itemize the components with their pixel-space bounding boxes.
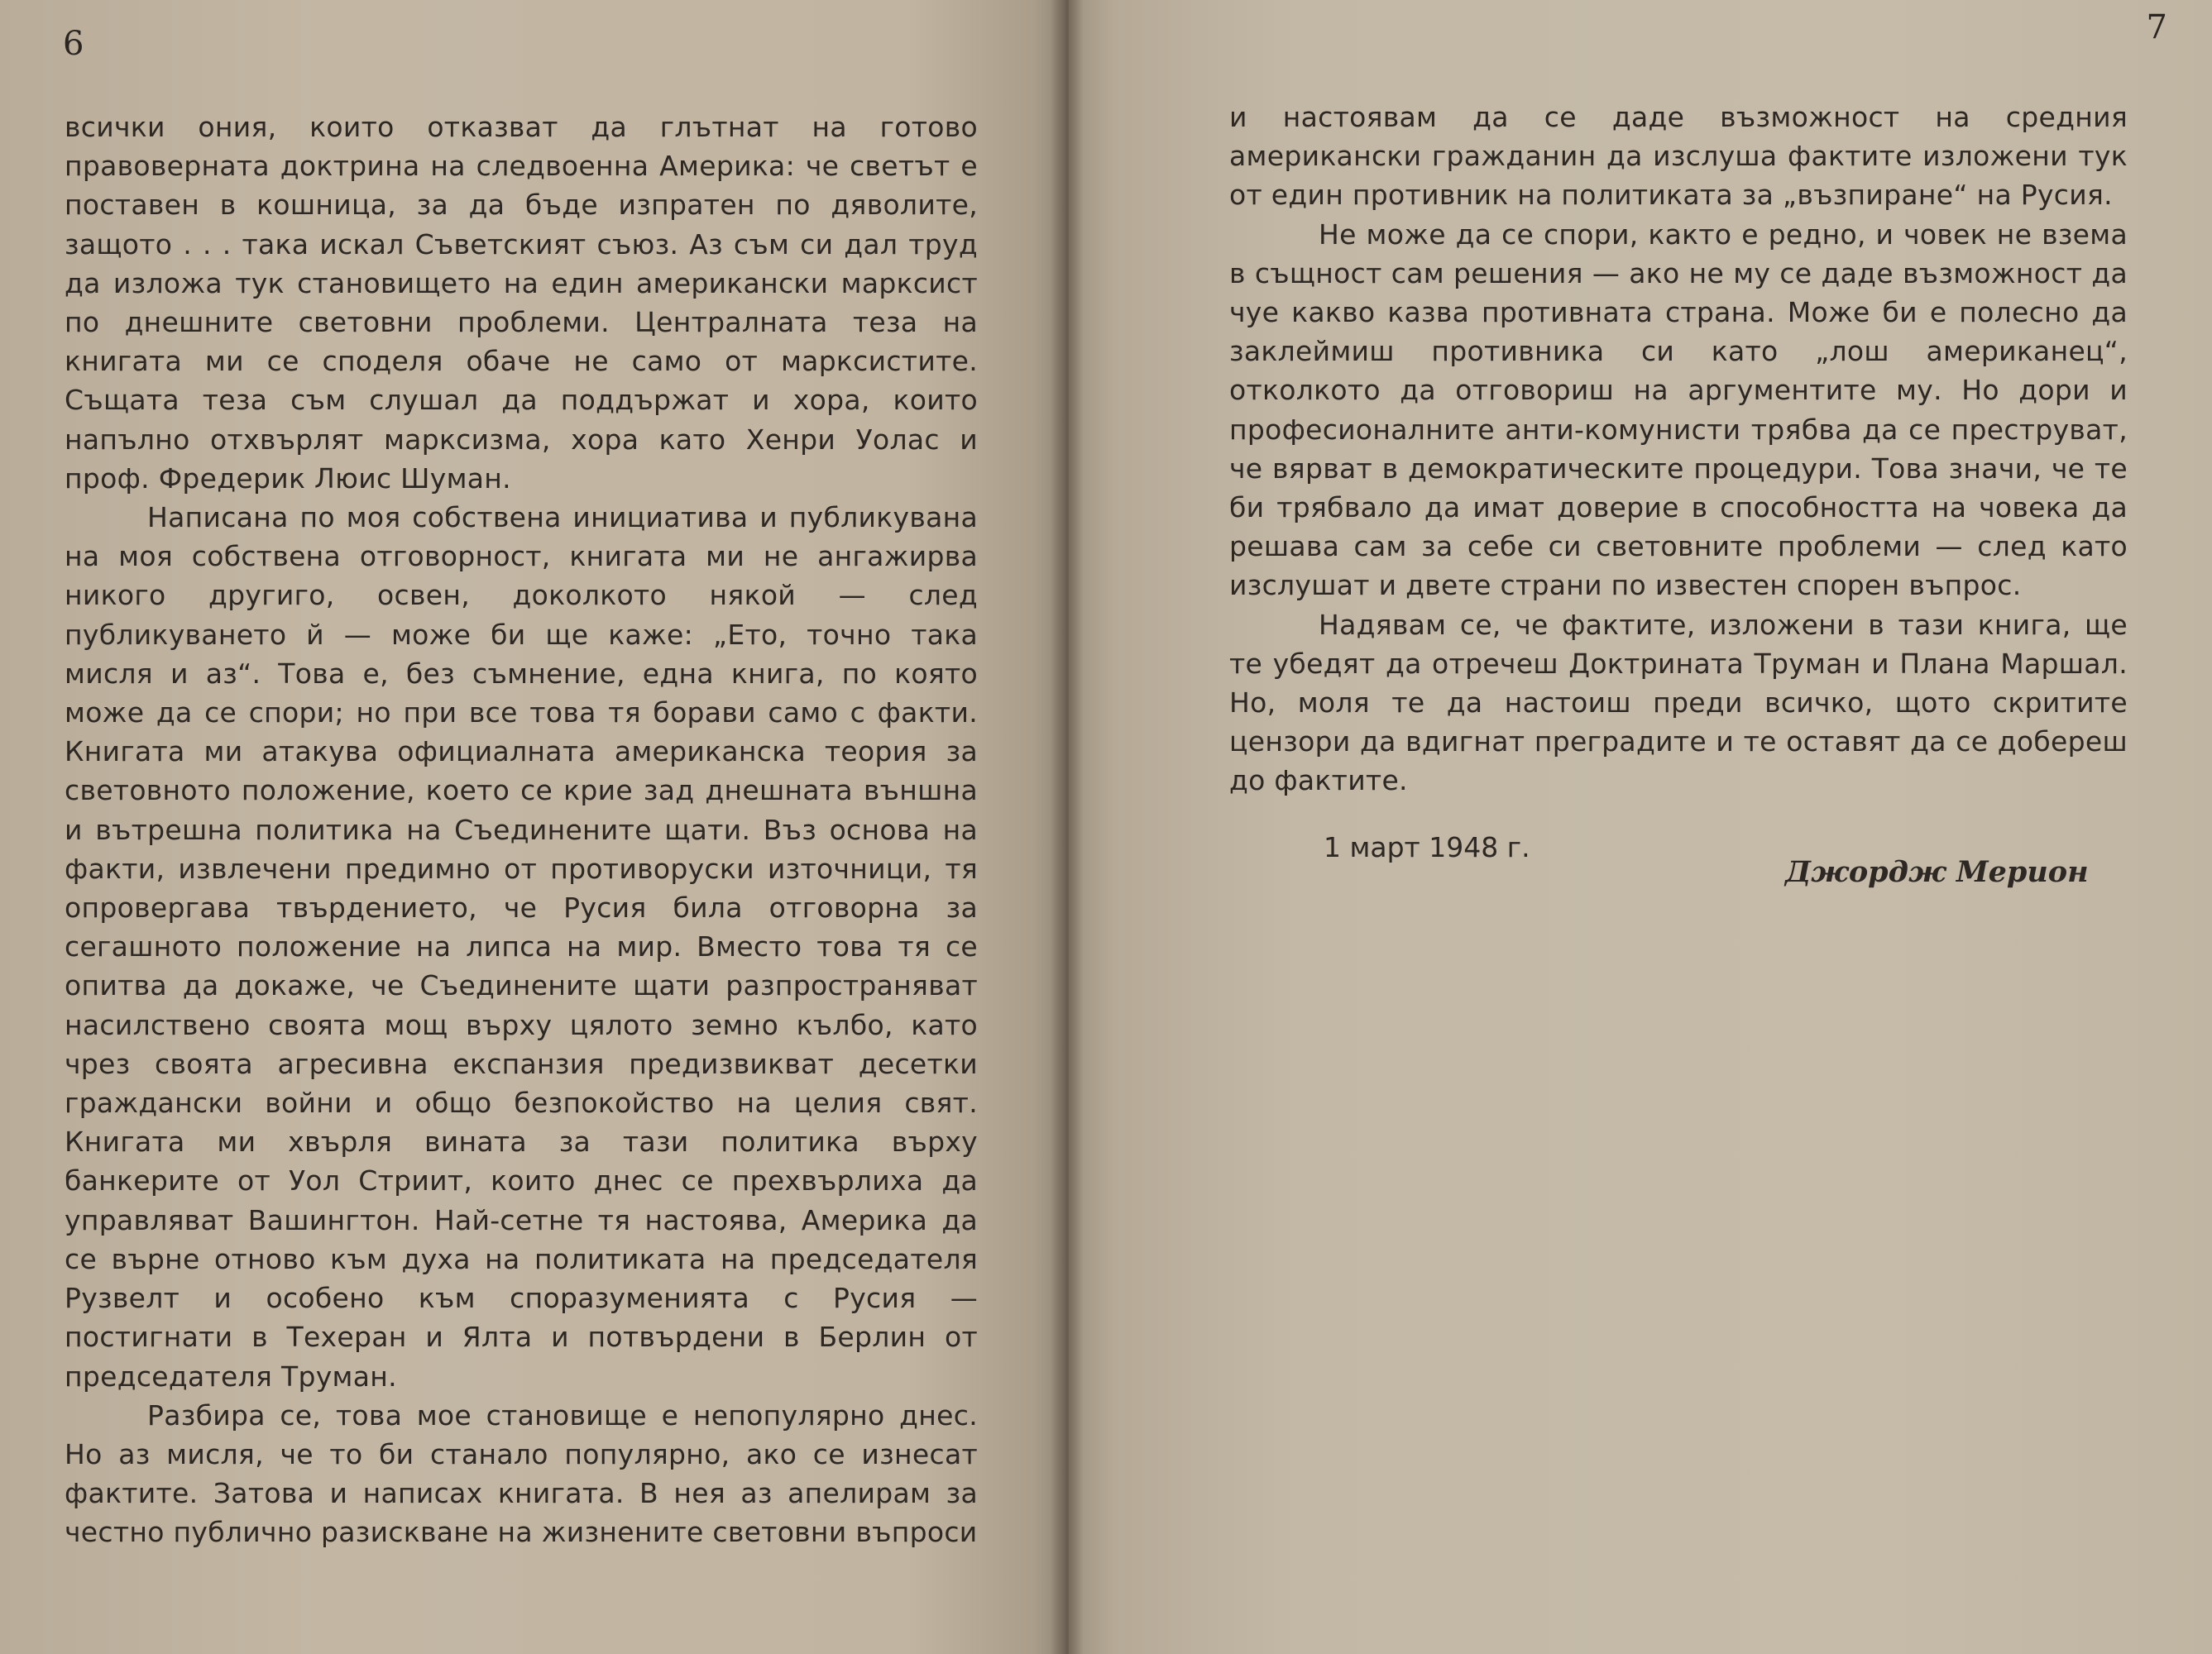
paragraph: Написана по моя собствена инициатива и публикувана на моя собствена отговорност, книгата ми не ангажирва никого другиго, освен, доколкото някой — след публикуването й — може би ще каже: „Ето, точно така мисля и аз“. Това е, без съмнение, една книга, по която може да се спори; но при все това тя борави само с факти. Книгата ми атакува официалната американска теория за световното положение, което се крие зад днешната външна и вътрешна политика на Съединените щати. Въз основа на факти, извлечени предимно от противоруски източници, тя опровергава твърдението, че Русия била отговорна за сегашното положение на липса на мир. Вместо това тя се опитва да докаже, че Съединените щати разпространяват насилствено своята мощ върху цялото земно кълбо, като чрез своята агресивна експанзия предизвикват десетки граждански войни и общо безпокойство на целия свят. Книгата ми хвърля вината за тази политика върху банкерите от Уол Стриит, които днес се прехвърлиха да управляват Вашингтон. Най-сетне тя настоява, Америка да се върне отново към духа на политиката на председателя Рузвелт и особено към споразуменията с Русия — постигнати в Техеран и Ялта и потвърдени в Берлин от председателя Труман. — [65, 501, 978, 1393]
book-gutter — [1051, 0, 1084, 1654]
page-number-right: 7 — [2146, 8, 2167, 46]
right-page — [1069, 0, 2212, 1654]
preface-date: 1 март 1948 г. — [1324, 831, 1530, 863]
paragraph: и настоявам да се даде възможност на средния американски гражданин да изслуша фактите изложени тук от един противник на политиката за „възпиране“ на Русия. — [1229, 101, 2128, 212]
paragraph: Надявам се, че фактите, изложени в тази книга, ще те убедят да отречеш Доктрината Труман и Плана Маршал. Но, моля те да настоиш преди всичко, щото скритите цензори да вдигнат преградите и те оставят да се добереш до фактите. — [1229, 608, 2128, 797]
paragraph: Разбира се, това мое становище е непопулярно днес. Но аз мисля, че то би станало популярно, ако се изнесат фактите. Затова и написах книгата. В нея аз апелирам за честно публично разискване на жизнените световни въпроси — [65, 1398, 978, 1549]
page-number-left: 6 — [63, 25, 84, 63]
paragraph: Не може да се спори, както е редно, и човек не взема в същност сам решения — ако не му се даде възможност да чуе какво казва противната страна. Може би е полесно да заклеймиш противника си като „лош американец“, отколкото да отговориш на аргументите му. Но дори и професионалните анти-комунисти трябва да се преструват, че вярват в демократическите процедури. Това значи, че те би трябвало да имат доверие в способността на човека да решава сам за себе си световните проблеми — след като изслушат и двете страни по известен спорен въпрос. — [1229, 218, 2128, 602]
left-page — [0, 0, 1065, 1654]
author-signature: Джордж Мерион — [1785, 855, 2089, 889]
right-page-body — [1229, 98, 2128, 801]
paragraph: всички ония, които отказват да глътнат на готово правоверната доктрина на следвоенна Америка: че светът е поставен в кошница, за да бъде изпратен по дяволите, защото . . . така искал Съветският съюз. Аз съм си дал труд да изложа тук становището на един американски марксист по днешните световни проблеми. Централната теза на книгата ми се споделя обаче не само от марксистите. Същата теза съм слушал да поддържат и хора, които напълно отхвърлят марксизма, хора като Хенри Уолас и проф. Фредерик Люис Шуман. — [65, 111, 978, 495]
left-page-body — [65, 108, 978, 1552]
